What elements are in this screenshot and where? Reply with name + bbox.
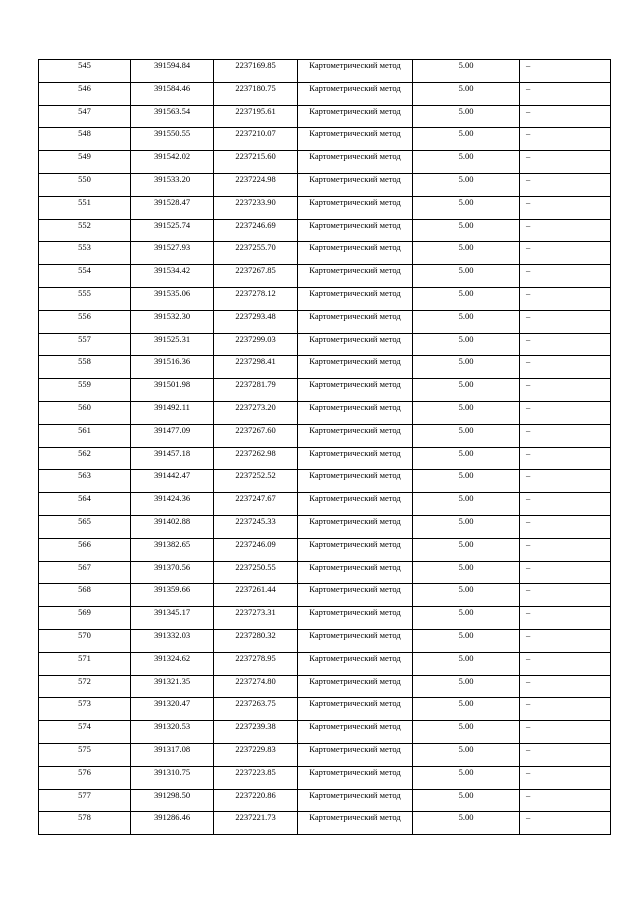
accuracy-cell: 5.00 bbox=[413, 470, 520, 493]
y-coordinate-cell: 2237267.85 bbox=[214, 265, 298, 288]
method-cell: Картометрический метод bbox=[298, 652, 413, 675]
point-number-cell: 570 bbox=[39, 629, 131, 652]
description-cell: – bbox=[520, 379, 611, 402]
y-coordinate-cell: 2237195.61 bbox=[214, 105, 298, 128]
method-cell: Картометрический метод bbox=[298, 82, 413, 105]
accuracy-cell: 5.00 bbox=[413, 196, 520, 219]
y-coordinate-cell: 2237221.73 bbox=[214, 812, 298, 835]
table-row bbox=[39, 493, 611, 516]
method-cell: Картометрический метод bbox=[298, 812, 413, 835]
x-coordinate-cell: 391286.46 bbox=[131, 812, 214, 835]
description-cell: – bbox=[520, 173, 611, 196]
method-cell: Картометрический метод bbox=[298, 447, 413, 470]
accuracy-cell: 5.00 bbox=[413, 629, 520, 652]
accuracy-cell: 5.00 bbox=[413, 173, 520, 196]
point-number-cell: 571 bbox=[39, 652, 131, 675]
accuracy-cell: 5.00 bbox=[413, 743, 520, 766]
description-cell: – bbox=[520, 766, 611, 789]
table-row bbox=[39, 82, 611, 105]
accuracy-cell: 5.00 bbox=[413, 447, 520, 470]
method-cell: Картометрический метод bbox=[298, 219, 413, 242]
table-row bbox=[39, 584, 611, 607]
table-row bbox=[39, 652, 611, 675]
x-coordinate-cell: 391298.50 bbox=[131, 789, 214, 812]
table-row bbox=[39, 424, 611, 447]
table-row bbox=[39, 356, 611, 379]
accuracy-cell: 5.00 bbox=[413, 675, 520, 698]
table-row bbox=[39, 379, 611, 402]
method-cell: Картометрический метод bbox=[298, 356, 413, 379]
description-cell: – bbox=[520, 287, 611, 310]
accuracy-cell: 5.00 bbox=[413, 265, 520, 288]
accuracy-cell: 5.00 bbox=[413, 60, 520, 83]
description-cell: – bbox=[520, 401, 611, 424]
table-row bbox=[39, 561, 611, 584]
accuracy-cell: 5.00 bbox=[413, 424, 520, 447]
method-cell: Картометрический метод bbox=[298, 584, 413, 607]
table-row bbox=[39, 287, 611, 310]
accuracy-cell: 5.00 bbox=[413, 310, 520, 333]
x-coordinate-cell: 391534.42 bbox=[131, 265, 214, 288]
y-coordinate-cell: 2237263.75 bbox=[214, 698, 298, 721]
description-cell: – bbox=[520, 242, 611, 265]
accuracy-cell: 5.00 bbox=[413, 219, 520, 242]
table-row bbox=[39, 743, 611, 766]
method-cell: Картометрический метод bbox=[298, 151, 413, 174]
point-number-cell: 561 bbox=[39, 424, 131, 447]
table-row bbox=[39, 515, 611, 538]
table-row bbox=[39, 173, 611, 196]
x-coordinate-cell: 391424.36 bbox=[131, 493, 214, 516]
x-coordinate-cell: 391324.62 bbox=[131, 652, 214, 675]
x-coordinate-cell: 391477.09 bbox=[131, 424, 214, 447]
method-cell: Картометрический метод bbox=[298, 60, 413, 83]
description-cell: – bbox=[520, 743, 611, 766]
y-coordinate-cell: 2237293.48 bbox=[214, 310, 298, 333]
x-coordinate-cell: 391535.06 bbox=[131, 287, 214, 310]
method-cell: Картометрический метод bbox=[298, 789, 413, 812]
method-cell: Картометрический метод bbox=[298, 629, 413, 652]
x-coordinate-cell: 391370.56 bbox=[131, 561, 214, 584]
accuracy-cell: 5.00 bbox=[413, 515, 520, 538]
method-cell: Картометрический метод bbox=[298, 743, 413, 766]
table-row bbox=[39, 310, 611, 333]
description-cell: – bbox=[520, 60, 611, 83]
x-coordinate-cell: 391332.03 bbox=[131, 629, 214, 652]
y-coordinate-cell: 2237298.41 bbox=[214, 356, 298, 379]
description-cell: – bbox=[520, 721, 611, 744]
table-row bbox=[39, 60, 611, 83]
point-number-cell: 565 bbox=[39, 515, 131, 538]
x-coordinate-cell: 391516.36 bbox=[131, 356, 214, 379]
description-cell: – bbox=[520, 561, 611, 584]
method-cell: Картометрический метод bbox=[298, 310, 413, 333]
x-coordinate-cell: 391320.47 bbox=[131, 698, 214, 721]
accuracy-cell: 5.00 bbox=[413, 333, 520, 356]
accuracy-cell: 5.00 bbox=[413, 493, 520, 516]
table-body bbox=[39, 60, 611, 835]
table-row bbox=[39, 721, 611, 744]
point-number-cell: 569 bbox=[39, 607, 131, 630]
y-coordinate-cell: 2237280.32 bbox=[214, 629, 298, 652]
method-cell: Картометрический метод bbox=[298, 196, 413, 219]
y-coordinate-cell: 2237278.12 bbox=[214, 287, 298, 310]
y-coordinate-cell: 2237255.70 bbox=[214, 242, 298, 265]
method-cell: Картометрический метод bbox=[298, 561, 413, 584]
point-number-cell: 551 bbox=[39, 196, 131, 219]
x-coordinate-cell: 391320.53 bbox=[131, 721, 214, 744]
method-cell: Картометрический метод bbox=[298, 470, 413, 493]
y-coordinate-cell: 2237261.44 bbox=[214, 584, 298, 607]
description-cell: – bbox=[520, 515, 611, 538]
accuracy-cell: 5.00 bbox=[413, 379, 520, 402]
x-coordinate-cell: 391542.02 bbox=[131, 151, 214, 174]
point-number-cell: 567 bbox=[39, 561, 131, 584]
point-number-cell: 557 bbox=[39, 333, 131, 356]
description-cell: – bbox=[520, 698, 611, 721]
accuracy-cell: 5.00 bbox=[413, 584, 520, 607]
y-coordinate-cell: 2237224.98 bbox=[214, 173, 298, 196]
accuracy-cell: 5.00 bbox=[413, 698, 520, 721]
y-coordinate-cell: 2237247.67 bbox=[214, 493, 298, 516]
table-row bbox=[39, 447, 611, 470]
description-cell: – bbox=[520, 584, 611, 607]
point-number-cell: 568 bbox=[39, 584, 131, 607]
y-coordinate-cell: 2237210.07 bbox=[214, 128, 298, 151]
point-number-cell: 554 bbox=[39, 265, 131, 288]
description-cell: – bbox=[520, 265, 611, 288]
accuracy-cell: 5.00 bbox=[413, 151, 520, 174]
y-coordinate-cell: 2237245.33 bbox=[214, 515, 298, 538]
description-cell: – bbox=[520, 356, 611, 379]
method-cell: Картометрический метод bbox=[298, 538, 413, 561]
method-cell: Картометрический метод bbox=[298, 607, 413, 630]
table-row bbox=[39, 538, 611, 561]
point-number-cell: 564 bbox=[39, 493, 131, 516]
accuracy-cell: 5.00 bbox=[413, 561, 520, 584]
x-coordinate-cell: 391501.98 bbox=[131, 379, 214, 402]
accuracy-cell: 5.00 bbox=[413, 812, 520, 835]
accuracy-cell: 5.00 bbox=[413, 242, 520, 265]
accuracy-cell: 5.00 bbox=[413, 607, 520, 630]
y-coordinate-cell: 2237233.90 bbox=[214, 196, 298, 219]
description-cell: – bbox=[520, 196, 611, 219]
y-coordinate-cell: 2237250.55 bbox=[214, 561, 298, 584]
x-coordinate-cell: 391594.84 bbox=[131, 60, 214, 83]
accuracy-cell: 5.00 bbox=[413, 652, 520, 675]
accuracy-cell: 5.00 bbox=[413, 538, 520, 561]
y-coordinate-cell: 2237299.03 bbox=[214, 333, 298, 356]
y-coordinate-cell: 2237229.83 bbox=[214, 743, 298, 766]
accuracy-cell: 5.00 bbox=[413, 105, 520, 128]
description-cell: – bbox=[520, 219, 611, 242]
point-number-cell: 578 bbox=[39, 812, 131, 835]
x-coordinate-cell: 391317.08 bbox=[131, 743, 214, 766]
description-cell: – bbox=[520, 538, 611, 561]
table-row bbox=[39, 789, 611, 812]
point-number-cell: 560 bbox=[39, 401, 131, 424]
y-coordinate-cell: 2237274.80 bbox=[214, 675, 298, 698]
y-coordinate-cell: 2237281.79 bbox=[214, 379, 298, 402]
table-row bbox=[39, 470, 611, 493]
table-row bbox=[39, 242, 611, 265]
method-cell: Картометрический метод bbox=[298, 105, 413, 128]
x-coordinate-cell: 391528.47 bbox=[131, 196, 214, 219]
x-coordinate-cell: 391525.74 bbox=[131, 219, 214, 242]
description-cell: – bbox=[520, 424, 611, 447]
accuracy-cell: 5.00 bbox=[413, 82, 520, 105]
x-coordinate-cell: 391359.66 bbox=[131, 584, 214, 607]
point-number-cell: 550 bbox=[39, 173, 131, 196]
x-coordinate-cell: 391533.20 bbox=[131, 173, 214, 196]
description-cell: – bbox=[520, 652, 611, 675]
x-coordinate-cell: 391457.18 bbox=[131, 447, 214, 470]
point-number-cell: 553 bbox=[39, 242, 131, 265]
y-coordinate-cell: 2237273.20 bbox=[214, 401, 298, 424]
method-cell: Картометрический метод bbox=[298, 493, 413, 516]
accuracy-cell: 5.00 bbox=[413, 356, 520, 379]
coordinates-table bbox=[38, 59, 611, 835]
y-coordinate-cell: 2237215.60 bbox=[214, 151, 298, 174]
table-row bbox=[39, 265, 611, 288]
method-cell: Картометрический метод bbox=[298, 515, 413, 538]
accuracy-cell: 5.00 bbox=[413, 128, 520, 151]
description-cell: – bbox=[520, 82, 611, 105]
point-number-cell: 549 bbox=[39, 151, 131, 174]
x-coordinate-cell: 391532.30 bbox=[131, 310, 214, 333]
description-cell: – bbox=[520, 310, 611, 333]
point-number-cell: 558 bbox=[39, 356, 131, 379]
x-coordinate-cell: 391492.11 bbox=[131, 401, 214, 424]
x-coordinate-cell: 391525.31 bbox=[131, 333, 214, 356]
method-cell: Картометрический метод bbox=[298, 698, 413, 721]
x-coordinate-cell: 391402.88 bbox=[131, 515, 214, 538]
description-cell: – bbox=[520, 151, 611, 174]
table-row bbox=[39, 812, 611, 835]
accuracy-cell: 5.00 bbox=[413, 766, 520, 789]
description-cell: – bbox=[520, 128, 611, 151]
table-row bbox=[39, 401, 611, 424]
point-number-cell: 563 bbox=[39, 470, 131, 493]
table-row bbox=[39, 333, 611, 356]
y-coordinate-cell: 2237180.75 bbox=[214, 82, 298, 105]
point-number-cell: 577 bbox=[39, 789, 131, 812]
point-number-cell: 552 bbox=[39, 219, 131, 242]
point-number-cell: 545 bbox=[39, 60, 131, 83]
point-number-cell: 572 bbox=[39, 675, 131, 698]
table-row bbox=[39, 629, 611, 652]
point-number-cell: 547 bbox=[39, 105, 131, 128]
method-cell: Картометрический метод bbox=[298, 287, 413, 310]
x-coordinate-cell: 391527.93 bbox=[131, 242, 214, 265]
method-cell: Картометрический метод bbox=[298, 721, 413, 744]
point-number-cell: 576 bbox=[39, 766, 131, 789]
y-coordinate-cell: 2237267.60 bbox=[214, 424, 298, 447]
point-number-cell: 566 bbox=[39, 538, 131, 561]
description-cell: – bbox=[520, 675, 611, 698]
point-number-cell: 562 bbox=[39, 447, 131, 470]
y-coordinate-cell: 2237278.95 bbox=[214, 652, 298, 675]
point-number-cell: 556 bbox=[39, 310, 131, 333]
table-row bbox=[39, 766, 611, 789]
y-coordinate-cell: 2237169.85 bbox=[214, 60, 298, 83]
table-row bbox=[39, 128, 611, 151]
method-cell: Картометрический метод bbox=[298, 333, 413, 356]
description-cell: – bbox=[520, 470, 611, 493]
description-cell: – bbox=[520, 333, 611, 356]
description-cell: – bbox=[520, 607, 611, 630]
y-coordinate-cell: 2237239.38 bbox=[214, 721, 298, 744]
point-number-cell: 555 bbox=[39, 287, 131, 310]
point-number-cell: 546 bbox=[39, 82, 131, 105]
y-coordinate-cell: 2237223.85 bbox=[214, 766, 298, 789]
accuracy-cell: 5.00 bbox=[413, 789, 520, 812]
method-cell: Картометрический метод bbox=[298, 265, 413, 288]
y-coordinate-cell: 2237252.52 bbox=[214, 470, 298, 493]
y-coordinate-cell: 2237220.86 bbox=[214, 789, 298, 812]
table-row bbox=[39, 219, 611, 242]
point-number-cell: 559 bbox=[39, 379, 131, 402]
description-cell: – bbox=[520, 447, 611, 470]
table-row bbox=[39, 196, 611, 219]
x-coordinate-cell: 391584.46 bbox=[131, 82, 214, 105]
table-row bbox=[39, 675, 611, 698]
description-cell: – bbox=[520, 105, 611, 128]
method-cell: Картометрический метод bbox=[298, 173, 413, 196]
description-cell: – bbox=[520, 629, 611, 652]
x-coordinate-cell: 391345.17 bbox=[131, 607, 214, 630]
x-coordinate-cell: 391563.54 bbox=[131, 105, 214, 128]
x-coordinate-cell: 391321.35 bbox=[131, 675, 214, 698]
method-cell: Картометрический метод bbox=[298, 424, 413, 447]
method-cell: Картометрический метод bbox=[298, 379, 413, 402]
x-coordinate-cell: 391382.65 bbox=[131, 538, 214, 561]
method-cell: Картометрический метод bbox=[298, 242, 413, 265]
y-coordinate-cell: 2237262.98 bbox=[214, 447, 298, 470]
point-number-cell: 548 bbox=[39, 128, 131, 151]
accuracy-cell: 5.00 bbox=[413, 721, 520, 744]
method-cell: Картометрический метод bbox=[298, 675, 413, 698]
table-row bbox=[39, 105, 611, 128]
table-row bbox=[39, 607, 611, 630]
x-coordinate-cell: 391550.55 bbox=[131, 128, 214, 151]
description-cell: – bbox=[520, 812, 611, 835]
y-coordinate-cell: 2237273.31 bbox=[214, 607, 298, 630]
point-number-cell: 573 bbox=[39, 698, 131, 721]
table-row bbox=[39, 698, 611, 721]
description-cell: – bbox=[520, 493, 611, 516]
method-cell: Картометрический метод bbox=[298, 766, 413, 789]
method-cell: Картометрический метод bbox=[298, 128, 413, 151]
x-coordinate-cell: 391442.47 bbox=[131, 470, 214, 493]
x-coordinate-cell: 391310.75 bbox=[131, 766, 214, 789]
description-cell: – bbox=[520, 789, 611, 812]
point-number-cell: 575 bbox=[39, 743, 131, 766]
y-coordinate-cell: 2237246.09 bbox=[214, 538, 298, 561]
accuracy-cell: 5.00 bbox=[413, 401, 520, 424]
table-row bbox=[39, 151, 611, 174]
point-number-cell: 574 bbox=[39, 721, 131, 744]
accuracy-cell: 5.00 bbox=[413, 287, 520, 310]
y-coordinate-cell: 2237246.69 bbox=[214, 219, 298, 242]
method-cell: Картометрический метод bbox=[298, 401, 413, 424]
